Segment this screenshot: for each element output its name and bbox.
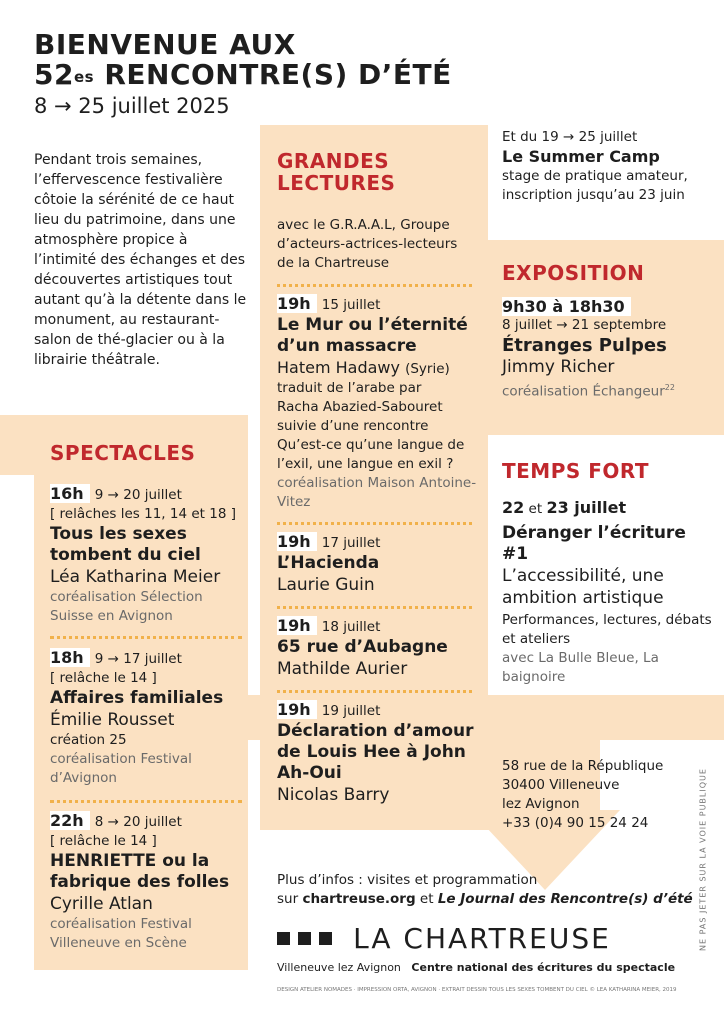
intro-text: Pendant trois semaines, l’effervescence festivalière côtoie la sérénité de ce haut lieu du patrimoine, dans une atmosphère propice à l’intimité des échanges et des découvertes artistiques tout autant qu’à la détente dans le monument, au restaurant-salon de thé-glacier ou à la librairie théâtrale. xyxy=(34,152,247,368)
lecture-4-date: 19 juillet xyxy=(321,703,381,719)
side-notice: NE PAS JETER SUR LA VOIE PUBLIQUE xyxy=(698,768,708,951)
lecture-1-artist: Hatem Hadawy xyxy=(277,358,400,377)
title-line1: BIENVENUE AUX xyxy=(34,28,296,61)
dots-divider xyxy=(277,690,472,693)
exposition-title: EXPOSITION xyxy=(502,261,645,285)
temps-fort-and: et xyxy=(524,501,547,517)
summer-camp-dates: Et du 19 → 25 juillet xyxy=(502,129,638,145)
lecture-1 xyxy=(277,294,482,512)
more-info-middle: et xyxy=(415,891,438,907)
dots-divider xyxy=(50,800,242,803)
address-line3: lez Avignon xyxy=(502,796,580,812)
exposition-note: coréalisation Échangeur xyxy=(502,383,665,400)
lecture-1-time: 19h xyxy=(277,294,317,313)
spectacle-2-extra: création 25 xyxy=(50,732,127,748)
dots-divider xyxy=(277,284,472,287)
lecture-4-show: Déclaration d’amour de Louis Hee à John Ah-Oui xyxy=(277,721,474,783)
exposition-artist: Jimmy Richer xyxy=(502,357,615,377)
lectures-title: GRANDES LECTURES xyxy=(277,149,396,195)
spectacles-title: SPECTACLES xyxy=(50,441,196,465)
logo-place: Villeneuve lez Avignon xyxy=(277,961,401,974)
lecture-1-question: Qu’est-ce qu’une langue de l’exil, une langue en exil ? xyxy=(277,437,465,472)
bg-shape-left-ext xyxy=(0,415,40,475)
more-info-prefix: sur xyxy=(277,891,303,907)
temps-fort-with: avec La Bulle Bleue, La baignoire xyxy=(502,650,659,685)
address-line1: 58 rue de la République xyxy=(502,758,664,774)
lecture-3-time: 19h xyxy=(277,616,317,635)
lecture-1-show: Le Mur ou l’éternité d’un massacre xyxy=(277,315,468,356)
temps-fort-day1: 22 xyxy=(502,498,525,517)
logo-square-icon xyxy=(319,932,332,945)
more-info xyxy=(277,871,697,909)
spectacle-1 xyxy=(50,484,245,626)
exposition-hours: 9h30 à 18h30 xyxy=(502,297,631,316)
spectacle-2-artist: Émilie Rousset xyxy=(50,710,175,730)
lecture-1-translator: Racha Abazied-Sabouret xyxy=(277,399,443,415)
temps-fort-title: TEMPS FORT xyxy=(502,459,650,483)
lecture-1-date: 15 juillet xyxy=(321,297,381,313)
dots-divider xyxy=(277,522,472,525)
spectacle-2-dates: 9 → 17 juillet xyxy=(94,651,182,667)
temps-fort-desc: Performances, lectures, débats et ateliers xyxy=(502,612,712,647)
website-link[interactable]: chartreuse.org xyxy=(302,891,416,907)
lecture-2-date: 17 juillet xyxy=(321,535,381,551)
festival-dates: 8 → 25 juillet 2025 xyxy=(34,94,230,118)
spectacle-3-relache: [ relâche le 14 ] xyxy=(50,833,157,849)
temps-fort-show: Déranger l’écriture #1 xyxy=(502,523,686,564)
spectacle-3-artist: Cyrille Atlan xyxy=(50,894,153,914)
temps-fort-day2: 23 juillet xyxy=(546,498,632,517)
lecture-1-followup: suivie d’une rencontre xyxy=(277,418,429,434)
edition-number: 52 xyxy=(34,58,74,91)
lecture-1-note: coréalisation Maison Antoine-Vitez xyxy=(277,475,477,510)
lectures-intro: avec le G.R.A.A.L, Groupe d’acteurs-actrices-lecteurs de la Chartreuse xyxy=(277,217,458,271)
spectacle-3-show: HENRIETTE ou la fabrique des folles xyxy=(50,851,230,892)
spectacle-1-show: Tous les sexes tombent du ciel xyxy=(50,524,201,565)
spectacle-1-note: coréalisation Sélection Suisse en Avignon xyxy=(50,589,203,624)
lecture-2-artist: Laurie Guin xyxy=(277,575,375,595)
lecture-2 xyxy=(277,532,482,596)
exposition xyxy=(502,297,717,402)
spectacle-2-time: 18h xyxy=(50,648,90,667)
spectacle-2 xyxy=(50,648,245,788)
page-title xyxy=(34,30,452,90)
spectacle-3-time: 22h xyxy=(50,811,90,830)
exposition-show: Étranges Pulpes xyxy=(502,335,667,356)
spectacle-2-note: coréalisation Festival d’Avignon xyxy=(50,751,192,786)
lecture-3-date: 18 juillet xyxy=(321,619,381,635)
exposition-dates: 8 juillet → 21 septembre xyxy=(502,317,667,333)
lecture-4-artist: Nicolas Barry xyxy=(277,785,390,805)
logo-square-icon xyxy=(298,932,311,945)
dots-divider xyxy=(50,636,242,639)
spectacle-2-relache: [ relâche le 14 ] xyxy=(50,670,157,686)
journal-title: Le Journal des Rencontre(s) d’été xyxy=(437,891,693,907)
logo xyxy=(277,922,697,974)
lecture-2-time: 19h xyxy=(277,532,317,551)
temps-fort xyxy=(502,498,717,687)
lecture-4-time: 19h xyxy=(277,700,317,719)
summer-camp-desc: stage de pratique amateur, inscription jusqu’au 23 juin xyxy=(502,168,688,203)
spectacle-1-artist: Léa Katharina Meier xyxy=(50,567,221,587)
lecture-3-show: 65 rue d’Aubagne xyxy=(277,637,448,657)
lecture-3 xyxy=(277,616,482,680)
title-line2 xyxy=(34,60,452,90)
title-rest: RENCONTRE(S) D’ÉTÉ xyxy=(94,58,452,91)
spectacle-3-dates: 8 → 20 juillet xyxy=(94,814,182,830)
lecture-4 xyxy=(277,700,482,806)
spectacle-2-show: Affaires familiales xyxy=(50,688,224,708)
logo-tagline: Centre national des écritures du spectacle xyxy=(411,961,676,974)
exposition-note-sup: 22 xyxy=(664,383,675,392)
logo-name: LA CHARTREUSE xyxy=(353,922,611,955)
edition-suffix: es xyxy=(73,68,95,86)
summer-camp-title: Le Summer Camp xyxy=(502,147,660,166)
spectacle-1-relache: [ relâches les 11, 14 et 18 ] xyxy=(50,506,236,522)
credits: DESIGN ATELIER NOMADES · IMPRESSION ORTA, AVIGNON · EXTRAIT DESSIN TOUS LES SEXES TOMBENT DU CIEL © LÉA KATHARINA MEIER, 2019 xyxy=(277,987,677,993)
lecture-1-artist-extra: (Syrie) xyxy=(405,361,450,377)
address xyxy=(502,757,682,833)
spectacle-3 xyxy=(50,811,245,953)
spectacle-1-time: 16h xyxy=(50,484,90,503)
temps-fort-subtitle: L’accessibilité, une ambition artistique xyxy=(502,566,664,608)
more-info-line1: Plus d’infos : visites et programmation xyxy=(277,872,538,888)
spectacle-3-note: coréalisation Festival Villeneuve en Scène xyxy=(50,916,192,951)
dots-divider xyxy=(277,606,472,609)
address-phone[interactable]: +33 (0)4 90 15 24 24 xyxy=(502,815,649,831)
spectacle-1-dates: 9 → 20 juillet xyxy=(94,487,182,503)
address-line2: 30400 Villeneuve xyxy=(502,777,620,793)
summer-camp xyxy=(502,128,712,205)
lecture-2-show: L’Hacienda xyxy=(277,553,380,573)
lecture-3-artist: Mathilde Aurier xyxy=(277,659,408,679)
lecture-1-translation: traduit de l’arabe par xyxy=(277,380,422,396)
logo-square-icon xyxy=(277,932,290,945)
